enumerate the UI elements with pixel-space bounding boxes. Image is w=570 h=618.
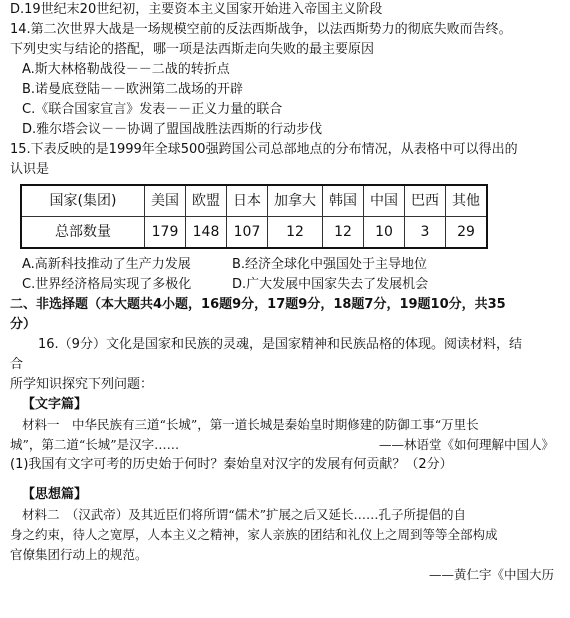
headquarters-table [20,184,488,249]
q15-option-b: B.经济全球化中强国处于主导地位 [232,257,428,272]
q16-stem-line3: 所学知识探究下列问题： [10,377,154,392]
table-cell-count: 107 [227,217,268,249]
q14-stem-line1: 14.第二次世界大战是一场规模空前的反法西斯战争，以法西斯势力的彻底失败而告终。 [10,22,512,37]
table-cell-count: 148 [186,217,227,249]
table-cell-count: 3 [405,217,446,249]
table-cell-country: 日本 [227,185,268,217]
q16-stem-line2: 合 [10,357,24,372]
table-cell-count: 10 [364,217,405,249]
section2-title-line2: 分） [10,317,37,332]
q13-option-d: D.19世纪末20世纪初，主要资本主义国家开始进入帝国主义阶段 [10,2,383,17]
table-cell-country: 美国 [145,185,186,217]
material2-line1: 材料二 （汉武帝）及其近臣们将所谓“儒术”扩展之后又延长……孔子所提倡的自 [22,507,467,522]
text-section-heading: 【文字篇】 [22,397,88,412]
material1-line2 [10,435,562,455]
table-row-countries [21,185,487,217]
q15-stem-line1: 15.下表反映的是1999年全球500强跨国公司总部地点的分布情况，从表格中可以得出的 [10,142,518,157]
table-cell-country: 加拿大 [268,185,323,217]
q15-options-row2 [10,275,562,295]
material2-source: ——黄仁宇《中国大历 [428,567,554,582]
q16-stem-line1: 16.（9分）文化是国家和民族的灵魂，是国家精神和民族品格的体现。阅读材料，结 [38,337,522,352]
material2-line3: 官僚集团行动上的规范。 [10,547,148,562]
q14-option-c: C.《联合国家宣言》发表－－正义力量的联合 [22,102,283,117]
table-cell-country: 巴西 [405,185,446,217]
q14-option-d: D.雅尔塔会议－－协调了盟国战胜法西斯的行动步伐 [22,122,323,137]
q14-option-a: A.斯大林格勒战役－－二战的转折点 [22,62,230,77]
q14-stem-line2: 下列史实与结论的搭配，哪一项是法西斯走向失败的最主要原因 [10,42,375,57]
material1-line1: 材料一 中华民族有三道“长城”，第一道长城是秦始皇时期修建的防御工事“万里长 [22,417,479,432]
q15-stem-line2: 认识是 [10,162,50,177]
table-row-counts [21,217,487,249]
table-row-label: 总部数量 [21,217,145,249]
table-cell-count: 12 [323,217,364,249]
table-cell-country: 欧盟 [186,185,227,217]
q14-option-b: B.诺曼底登陆－－欧洲第二战场的开辟 [22,82,244,97]
table-cell-country: 中国 [364,185,405,217]
material2-line2: 身之约束，待人之宽厚，人本主义之精神，家人亲族的团结和礼仪上之周到等等全部构成 [10,527,498,542]
question1: (1)我国有文字可考的历史始于何时？秦始皇对汉字的发展有何贡献？（2分） [10,457,453,472]
table-cell-count: 179 [145,217,186,249]
q15-option-d: D.广大发展中国家失去了发展机会 [232,277,429,292]
table-cell-count: 29 [446,217,488,249]
material1-text: 城”，第二道“长城”是汉字…… [10,437,180,452]
material1-source: ——林语堂《如何理解中国人》 [378,437,554,452]
table-cell-count: 12 [268,217,323,249]
table-header-label: 国家(集团) [21,185,145,217]
q15-option-c: C.世界经济格局实现了多极化 [22,277,192,292]
thought-section-heading: 【思想篇】 [22,487,88,502]
q15-options-row1 [10,255,562,275]
table-cell-country: 韩国 [323,185,364,217]
section2-title-line1: 二、非选择题（本大题共4小题，16题9分，17题9分，18题7分，19题10分，共35 [10,297,506,312]
table-cell-country: 其他 [446,185,488,217]
q15-option-a: A.高新科技推动了生产力发展 [22,257,191,272]
